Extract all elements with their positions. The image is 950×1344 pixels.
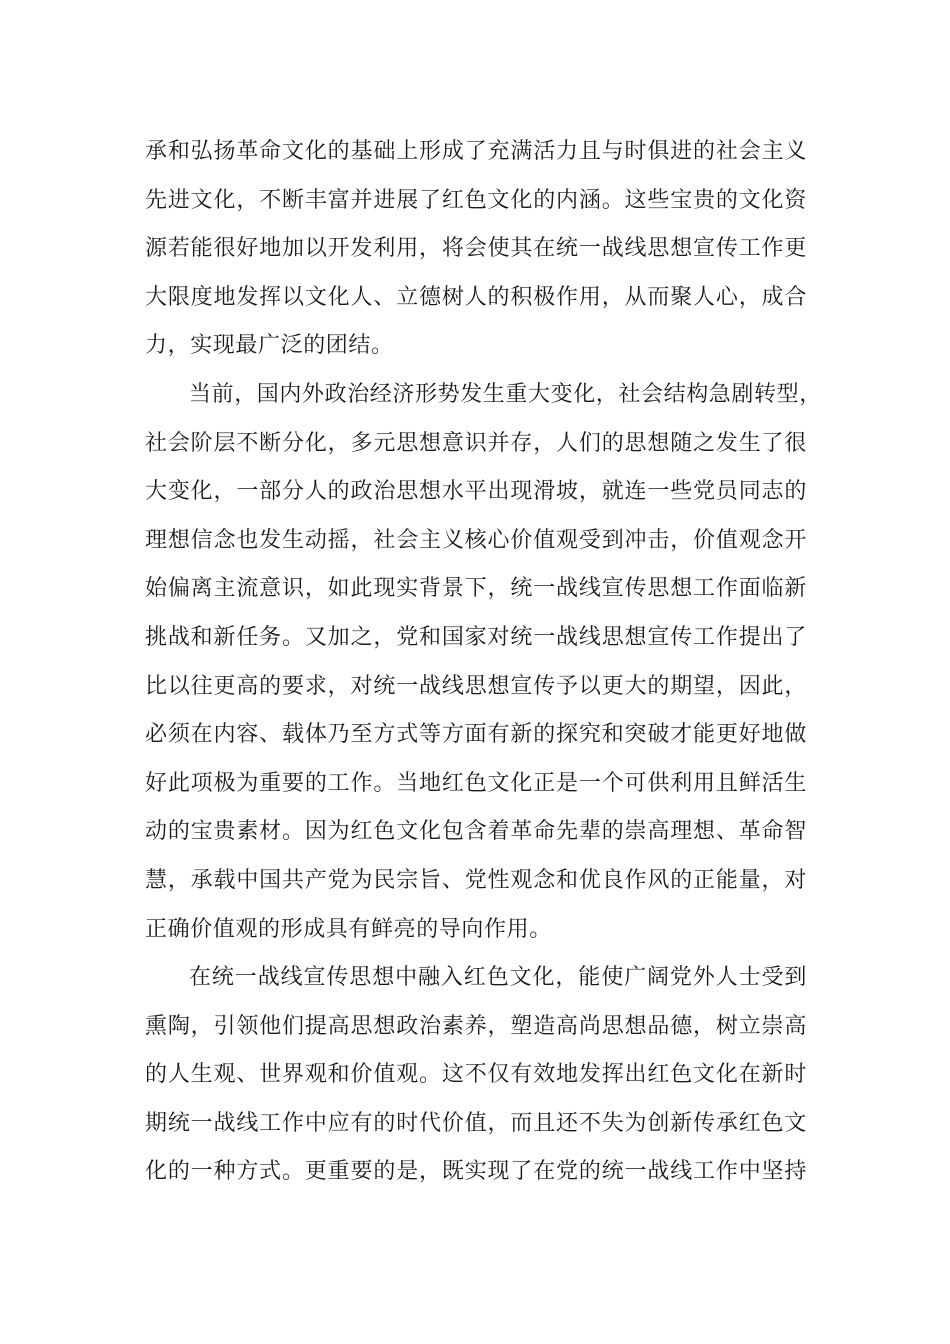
- text-line: 熏陶，引领他们提高思想政治素养，塑造高尚思想品德，树立崇高: [145, 1013, 807, 1039]
- text-line: 大限度地发挥以文化人、立德树人的积极作用，从而聚人心，成合: [145, 284, 807, 310]
- text-line: 好此项极为重要的工作。当地红色文化正是一个可供利用且鲜活生: [145, 770, 807, 796]
- text-line: 必须在内容、载体乃至方式等方面有新的探究和突破才能更好地做: [145, 722, 807, 748]
- text-line: 先进文化，不断丰富并进展了红色文化的内涵。这些宝贵的文化资: [145, 187, 807, 213]
- text-line: 化的一种方式。更重要的是，既实现了在党的统一战线工作中坚持: [145, 1159, 807, 1185]
- text-line: 动的宝贵素材。因为红色文化包含着革命先辈的崇高理想、革命智: [145, 819, 807, 845]
- text-line: 期统一战线工作中应有的时代价值，而且还不失为创新传承红色文: [145, 1110, 807, 1136]
- text-line: 在统一战线宣传思想中融入红色文化，能使广阔党外人士受到: [189, 965, 807, 991]
- paragraph-3: [145, 954, 807, 1197]
- text-line: 当前，国内外政治经济形势发生重大变化，社会结构急剧转型，: [189, 381, 822, 407]
- text-line: 正确价值观的形成具有鲜亮的导向作用。: [145, 916, 552, 942]
- paragraph-2: [145, 371, 822, 954]
- text-line: 挑战和新任务。又加之，党和国家对统一战线思想宣传工作提出了: [145, 624, 807, 650]
- text-line: 源若能很好地加以开发利用，将会使其在统一战线思想宣传工作更: [145, 236, 807, 262]
- text-line: 大变化，一部分人的政治思想水平出现滑坡，就连一些党员同志的: [145, 479, 807, 505]
- text-line: 承和弘扬革命文化的基础上形成了充满活力且与时俱进的社会主义: [145, 139, 807, 164]
- text-line: 力，实现最广泛的团结。: [145, 333, 394, 359]
- text-line: 社会阶层不断分化，多元思想意识并存，人们的思想随之发生了很: [145, 430, 807, 456]
- text-line: 始偏离主流意识，如此现实背景下，统一战线宣传思想工作面临新: [145, 576, 807, 602]
- text-line: 慧，承载中国共产党为民宗旨、党性观念和优良作风的正能量，对: [145, 867, 807, 893]
- text-line: 理想信念也发生动摇，社会主义核心价值观受到冲击，价值观念开: [145, 527, 807, 553]
- paragraph-1: [145, 128, 807, 371]
- text-line: 比以往更高的要求，对统一战线思想宣传予以更大的期望，因此，: [145, 673, 807, 699]
- text-line: 的人生观、世界观和价值观。这不仅有效地发挥出红色文化在新时: [145, 1062, 807, 1088]
- document-body: [145, 128, 822, 1197]
